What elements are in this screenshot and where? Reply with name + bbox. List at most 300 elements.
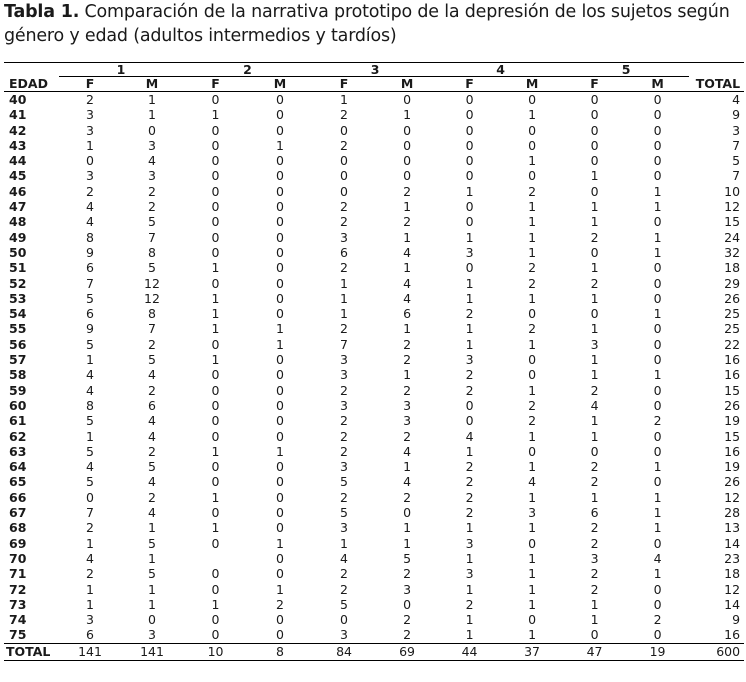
age-cell: 75: [9, 627, 27, 643]
count-cell: 5: [148, 214, 156, 230]
count-cell: 1: [465, 229, 474, 245]
row-total-cell: 7: [732, 168, 741, 184]
age-cell: 59: [9, 382, 27, 398]
count-cell: 1: [528, 107, 537, 123]
count-cell: 2: [528, 321, 537, 337]
count-cell: 4: [403, 443, 412, 459]
count-cell: 6: [86, 627, 94, 643]
count-cell: 0: [528, 443, 537, 459]
count-cell: 2: [403, 612, 412, 628]
count-cell: 1: [653, 367, 662, 383]
count-cell: 0: [465, 153, 474, 169]
count-cell: 1: [403, 199, 412, 215]
count-cell: 1: [465, 627, 474, 643]
age-cell: 58: [9, 367, 27, 383]
age-cell: 71: [9, 566, 27, 582]
count-cell: 1: [465, 550, 474, 566]
column-total-cell: 37: [501, 643, 563, 660]
table-row: [4, 184, 744, 199]
count-cell: 12: [144, 290, 160, 306]
count-cell: 2: [340, 413, 348, 429]
count-cell: 1: [211, 107, 220, 123]
count-cell: 2: [465, 474, 474, 490]
age-cell: 62: [9, 428, 27, 444]
count-cell: 0: [211, 566, 220, 582]
count-cell: 2: [528, 183, 537, 199]
count-cell: 0: [276, 260, 284, 276]
count-cell: 3: [148, 137, 156, 153]
count-cell: 2: [403, 183, 412, 199]
count-cell: 0: [211, 137, 220, 153]
sub-header-cell: F: [59, 77, 121, 92]
table-row: [4, 138, 744, 153]
row-total-cell: 9: [732, 612, 741, 628]
count-cell: 0: [276, 428, 284, 444]
age-cell: 49: [9, 229, 27, 245]
count-cell: 0: [276, 229, 284, 245]
count-cell: 0: [590, 153, 599, 169]
count-cell: 1: [276, 581, 284, 597]
count-cell: 1: [148, 581, 156, 597]
count-cell: 3: [528, 505, 537, 521]
count-cell: 1: [86, 428, 94, 444]
count-cell: 0: [211, 459, 220, 475]
row-total-cell: 26: [724, 290, 741, 306]
count-cell: 0: [211, 612, 220, 628]
age-cell: 53: [9, 290, 27, 306]
count-cell: 1: [528, 489, 537, 505]
count-cell: 1: [211, 321, 220, 337]
column-total-cell: 141: [59, 643, 121, 660]
count-cell: 1: [276, 137, 284, 153]
count-cell: 0: [211, 214, 220, 230]
count-cell: 1: [528, 627, 537, 643]
count-cell: 2: [340, 107, 348, 123]
count-cell: 1: [211, 306, 220, 322]
count-cell: 0: [211, 336, 220, 352]
count-cell: 7: [148, 321, 156, 337]
count-cell: 5: [86, 336, 94, 352]
column-total-cell: 47: [563, 643, 626, 660]
count-cell: 1: [528, 520, 537, 536]
count-cell: 0: [590, 306, 599, 322]
age-cell: 52: [9, 275, 27, 291]
sub-header-cell: M: [248, 77, 312, 92]
row-total-cell: 15: [724, 214, 741, 230]
count-cell: 6: [86, 260, 94, 276]
count-cell: 3: [86, 612, 94, 628]
grand-total-cell: 600: [689, 643, 744, 660]
count-cell: 3: [465, 566, 474, 582]
count-cell: 0: [211, 627, 220, 643]
count-cell: 1: [465, 520, 474, 536]
count-cell: 0: [340, 168, 348, 184]
count-cell: 0: [276, 352, 284, 368]
count-cell: 3: [590, 550, 599, 566]
count-cell: 2: [340, 382, 348, 398]
count-cell: 1: [211, 489, 220, 505]
count-cell: 2: [403, 382, 412, 398]
count-cell: 2: [528, 275, 537, 291]
count-cell: 0: [653, 168, 662, 184]
count-cell: 1: [528, 596, 537, 612]
count-cell: 2: [465, 489, 474, 505]
count-cell: 5: [148, 352, 156, 368]
count-cell: 1: [528, 459, 537, 475]
count-cell: 0: [340, 153, 348, 169]
count-cell: 5: [86, 290, 94, 306]
count-cell: 1: [590, 612, 599, 628]
row-total-cell: 12: [724, 489, 741, 505]
count-cell: 1: [340, 535, 348, 551]
table-row: [4, 474, 744, 489]
age-cell: 61: [9, 413, 27, 429]
count-cell: 4: [148, 153, 156, 169]
count-cell: 1: [653, 459, 662, 475]
count-cell: 1: [86, 352, 94, 368]
count-cell: 0: [590, 92, 599, 107]
count-cell: 0: [148, 122, 156, 138]
count-cell: 0: [276, 122, 284, 138]
age-cell: 45: [9, 168, 27, 184]
count-cell: 0: [276, 153, 284, 169]
count-cell: 0: [403, 168, 412, 184]
count-cell: 6: [403, 306, 412, 322]
group-header-2: 2: [183, 63, 312, 77]
age-cell: 56: [9, 336, 27, 352]
count-cell: 5: [148, 566, 156, 582]
age-cell: 48: [9, 214, 27, 230]
count-cell: 0: [653, 260, 662, 276]
count-cell: 0: [528, 168, 537, 184]
sub-header-cell: F: [438, 77, 501, 92]
count-cell: 0: [653, 443, 662, 459]
count-cell: 0: [653, 596, 662, 612]
count-cell: 3: [340, 229, 348, 245]
age-cell: 44: [9, 153, 27, 169]
age-cell: 65: [9, 474, 27, 490]
count-cell: 0: [653, 290, 662, 306]
count-cell: 0: [276, 459, 284, 475]
count-cell: 2: [590, 229, 599, 245]
count-cell: 5: [148, 459, 156, 475]
count-cell: 0: [403, 137, 412, 153]
age-cell: 54: [9, 306, 27, 322]
count-cell: 2: [340, 489, 348, 505]
sub-header-cell: M: [376, 77, 438, 92]
count-cell: 4: [653, 550, 662, 566]
group-header-5: 5: [563, 63, 689, 77]
sub-header-cell: M: [501, 77, 563, 92]
count-cell: 0: [276, 489, 284, 505]
count-cell: 3: [340, 520, 348, 536]
count-cell: 2: [465, 306, 474, 322]
count-cell: 1: [590, 214, 599, 230]
count-cell: 0: [653, 535, 662, 551]
table-row: [4, 92, 744, 108]
count-cell: 1: [211, 443, 220, 459]
count-cell: 4: [148, 367, 156, 383]
count-cell: 8: [86, 397, 94, 413]
count-cell: 0: [276, 214, 284, 230]
count-cell: 1: [276, 336, 284, 352]
count-cell: 0: [590, 107, 599, 123]
row-total-cell: 23: [724, 550, 741, 566]
count-cell: 0: [528, 612, 537, 628]
row-total-cell: 18: [724, 566, 741, 582]
count-cell: 7: [148, 229, 156, 245]
caption-text: Comparación de la narrativa prototipo de la depresión de los sujetos según género y edad (adultos intermedios y tardíos): [4, 2, 730, 46]
count-cell: 1: [653, 520, 662, 536]
count-cell: 3: [590, 336, 599, 352]
count-cell: 5: [148, 260, 156, 276]
count-cell: 1: [148, 596, 156, 612]
count-cell: 1: [211, 290, 220, 306]
count-cell: 7: [86, 275, 94, 291]
count-cell: 7: [86, 505, 94, 521]
count-cell: 0: [653, 397, 662, 413]
count-cell: 1: [528, 229, 537, 245]
count-cell: 2: [340, 566, 348, 582]
count-cell: 0: [276, 612, 284, 628]
age-cell: 70: [9, 550, 27, 566]
count-cell: 1: [148, 550, 156, 566]
row-total-cell: 12: [724, 199, 741, 215]
count-cell: 1: [403, 520, 412, 536]
count-cell: 0: [528, 352, 537, 368]
count-cell: 2: [465, 367, 474, 383]
count-cell: 1: [653, 244, 662, 260]
count-cell: 4: [340, 550, 348, 566]
age-cell: 46: [9, 183, 27, 199]
row-total-cell: 16: [724, 352, 741, 368]
totals-row: [4, 643, 744, 660]
count-cell: 2: [340, 214, 348, 230]
count-cell: 0: [403, 505, 412, 521]
count-cell: 1: [86, 581, 94, 597]
count-cell: 3: [465, 244, 474, 260]
count-cell: 1: [590, 352, 599, 368]
table-row: [4, 444, 744, 459]
count-cell: 1: [653, 489, 662, 505]
count-cell: 2: [590, 581, 599, 597]
count-cell: 1: [465, 290, 474, 306]
table-row: [4, 582, 744, 597]
count-cell: 2: [340, 581, 348, 597]
count-cell: 5: [340, 474, 348, 490]
count-cell: 0: [465, 92, 474, 107]
count-cell: 0: [276, 367, 284, 383]
count-cell: 2: [148, 382, 156, 398]
count-cell: 1: [465, 612, 474, 628]
row-total-cell: 25: [724, 321, 741, 337]
row-total-cell: 13: [724, 520, 741, 536]
count-cell: 0: [653, 474, 662, 490]
count-cell: 0: [465, 413, 474, 429]
count-cell: 0: [276, 397, 284, 413]
count-cell: 1: [340, 92, 348, 107]
age-header: EDAD: [4, 77, 59, 92]
count-cell: 2: [403, 428, 412, 444]
count-cell: 6: [340, 244, 348, 260]
count-cell: 3: [403, 413, 412, 429]
count-cell: 2: [86, 92, 94, 107]
count-cell: 0: [653, 336, 662, 352]
count-cell: 1: [211, 260, 220, 276]
count-cell: 3: [340, 397, 348, 413]
count-cell: 0: [465, 168, 474, 184]
count-cell: 0: [276, 183, 284, 199]
count-cell: 2: [403, 336, 412, 352]
count-cell: 1: [403, 260, 412, 276]
count-cell: 0: [276, 92, 284, 107]
count-cell: 0: [211, 229, 220, 245]
count-cell: 0: [211, 183, 220, 199]
count-cell: 2: [148, 489, 156, 505]
count-cell: 3: [86, 122, 94, 138]
count-cell: 2: [340, 321, 348, 337]
count-cell: 2: [528, 413, 537, 429]
row-total-cell: 28: [724, 505, 741, 521]
count-cell: 9: [86, 321, 94, 337]
row-total-cell: 7: [732, 137, 741, 153]
count-cell: 2: [528, 397, 537, 413]
count-cell: 0: [590, 443, 599, 459]
count-cell: 2: [403, 489, 412, 505]
count-cell: 0: [528, 535, 537, 551]
count-cell: 0: [276, 627, 284, 643]
count-cell: 6: [590, 505, 599, 521]
count-cell: 1: [465, 275, 474, 291]
row-total-cell: 16: [724, 367, 741, 383]
count-cell: 1: [276, 321, 284, 337]
count-cell: 1: [653, 183, 662, 199]
count-cell: 4: [403, 290, 412, 306]
count-cell: 0: [653, 627, 662, 643]
count-cell: 1: [528, 550, 537, 566]
count-cell: 0: [590, 627, 599, 643]
count-cell: 1: [148, 107, 156, 123]
table-row: [4, 536, 744, 551]
count-cell: 0: [276, 550, 284, 566]
totals-label: TOTAL: [4, 643, 59, 660]
count-cell: 5: [86, 474, 94, 490]
count-cell: 0: [465, 260, 474, 276]
column-total-cell: 19: [626, 643, 689, 660]
count-cell: 0: [276, 199, 284, 215]
age-cell: 51: [9, 260, 27, 276]
count-cell: 0: [465, 199, 474, 215]
count-cell: 1: [653, 566, 662, 582]
count-cell: 0: [528, 367, 537, 383]
row-total-cell: 16: [724, 443, 741, 459]
table-row: [4, 123, 744, 138]
count-cell: 0: [340, 183, 348, 199]
count-cell: 2: [590, 459, 599, 475]
count-cell: 0: [590, 122, 599, 138]
count-cell: 2: [590, 566, 599, 582]
count-cell: 2: [276, 596, 284, 612]
count-cell: 2: [465, 596, 474, 612]
count-cell: 1: [590, 413, 599, 429]
count-cell: 1: [403, 535, 412, 551]
count-cell: [183, 551, 248, 566]
count-cell: 2: [86, 183, 94, 199]
table-row: [4, 260, 744, 275]
table-row: [4, 597, 744, 612]
age-cell: 42: [9, 122, 27, 138]
table-body: [4, 92, 744, 644]
count-cell: 1: [403, 229, 412, 245]
count-cell: 2: [148, 183, 156, 199]
count-cell: 0: [340, 122, 348, 138]
count-cell: 1: [590, 367, 599, 383]
row-total-cell: 4: [732, 92, 741, 107]
table-row: [4, 230, 744, 245]
age-cell: 72: [9, 581, 27, 597]
count-cell: 5: [148, 535, 156, 551]
count-cell: 0: [528, 137, 537, 153]
count-cell: 0: [211, 244, 220, 260]
age-cell: 69: [9, 535, 27, 551]
row-total-cell: 29: [724, 275, 741, 291]
count-cell: 1: [86, 596, 94, 612]
count-cell: 0: [211, 199, 220, 215]
count-cell: 2: [340, 443, 348, 459]
count-cell: 4: [148, 505, 156, 521]
count-cell: 0: [276, 413, 284, 429]
count-cell: 1: [653, 199, 662, 215]
count-cell: 0: [403, 92, 412, 107]
count-cell: 3: [86, 107, 94, 123]
count-cell: 4: [465, 428, 474, 444]
age-cell: 64: [9, 459, 27, 475]
count-cell: 1: [590, 428, 599, 444]
count-cell: 0: [211, 413, 220, 429]
count-cell: 1: [590, 489, 599, 505]
group-header-3: 3: [312, 63, 438, 77]
count-cell: 2: [340, 428, 348, 444]
sub-header-cell: M: [121, 77, 183, 92]
count-cell: 0: [276, 275, 284, 291]
count-cell: 1: [276, 443, 284, 459]
count-cell: 8: [148, 244, 156, 260]
count-cell: 3: [340, 627, 348, 643]
table-row: [4, 566, 744, 581]
sub-header-cell: F: [563, 77, 626, 92]
count-cell: 1: [528, 244, 537, 260]
count-cell: 0: [465, 122, 474, 138]
count-cell: 1: [276, 535, 284, 551]
table-row: [4, 627, 744, 643]
count-cell: 0: [276, 290, 284, 306]
count-cell: 2: [403, 566, 412, 582]
count-cell: 1: [653, 306, 662, 322]
count-cell: 0: [590, 183, 599, 199]
count-cell: 1: [590, 199, 599, 215]
count-cell: 2: [590, 520, 599, 536]
count-cell: 0: [653, 428, 662, 444]
count-cell: 2: [340, 260, 348, 276]
count-cell: 0: [211, 581, 220, 597]
count-cell: 1: [590, 260, 599, 276]
count-cell: 0: [211, 535, 220, 551]
column-total-cell: 8: [248, 643, 312, 660]
count-cell: 1: [590, 290, 599, 306]
sub-header-cell: F: [183, 77, 248, 92]
count-cell: 8: [86, 229, 94, 245]
count-cell: 1: [211, 520, 220, 536]
